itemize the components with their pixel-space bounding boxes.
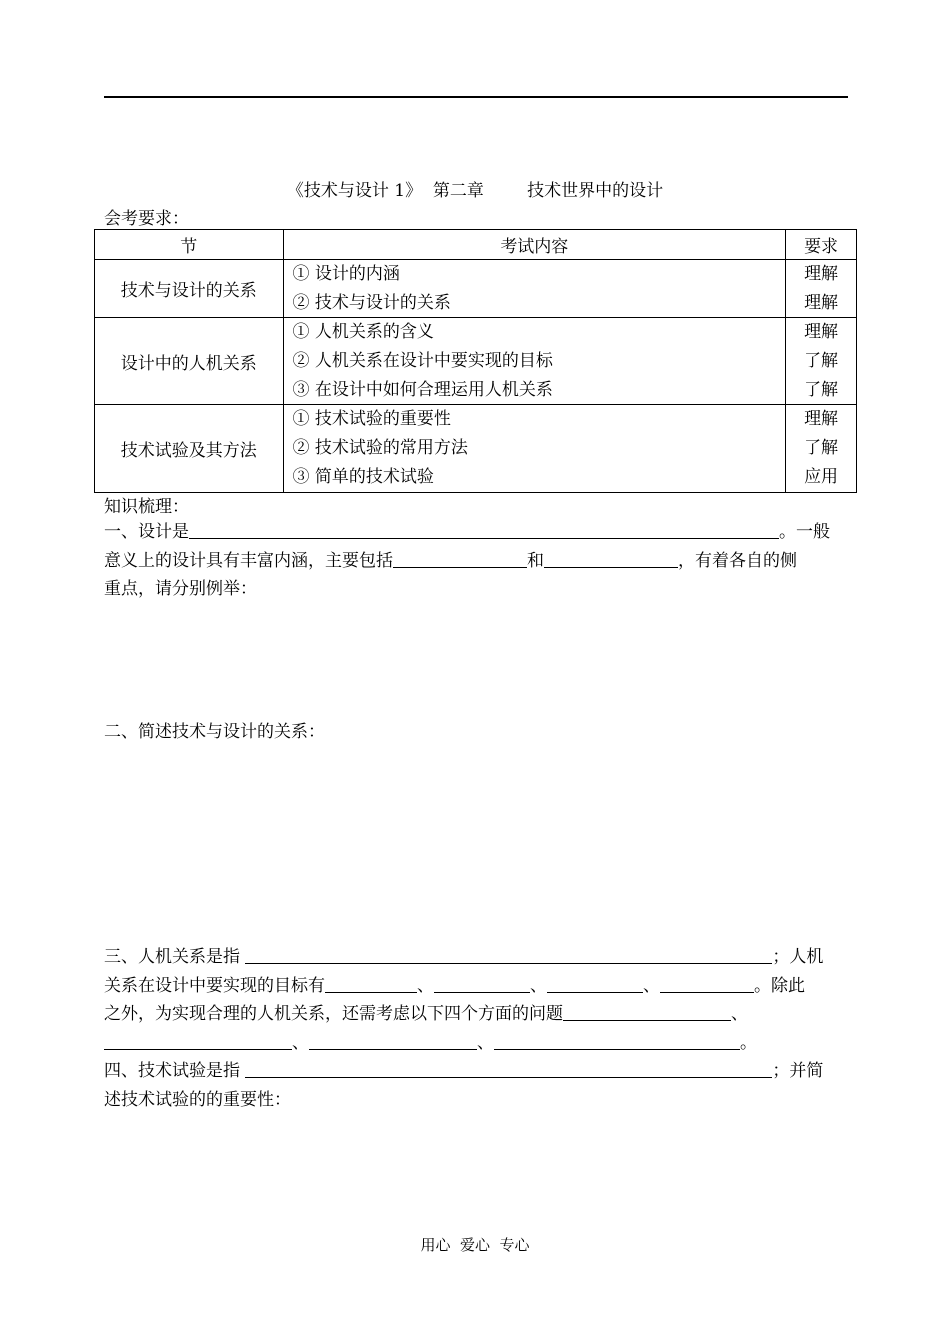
- level-cell: [786, 405, 857, 492]
- header-section: 节: [95, 230, 284, 260]
- page-footer: 用心 爱心 专心: [420, 1236, 530, 1254]
- content-cell: [283, 260, 786, 318]
- header-content: 考试内容: [283, 230, 786, 260]
- table-header-row: [95, 230, 857, 260]
- q3-text-a: 三、人机关系是指: [104, 947, 240, 967]
- period: 。: [740, 1032, 757, 1053]
- table-row: [95, 405, 857, 492]
- separator: 、: [643, 975, 660, 996]
- content-cell: [283, 405, 786, 492]
- level-item: 了解: [804, 379, 839, 400]
- level-item: 理解: [804, 292, 839, 313]
- content-item: ② 人机关系在设计中要实现的目标: [292, 351, 553, 372]
- question-4: [104, 1057, 848, 1114]
- level-item: 理解: [804, 322, 839, 343]
- q1-text-c: 意义上的设计具有丰富内涵，主要包括: [104, 550, 393, 571]
- level-item: 理解: [804, 409, 839, 430]
- content-item: ① 技术试验的重要性: [292, 409, 451, 430]
- level-item: 了解: [804, 438, 839, 459]
- q4-text-a: 四、技术试验是指: [104, 1061, 240, 1081]
- section-cell: 设计中的人机关系: [95, 318, 284, 405]
- content-item: ③ 简单的技术试验: [292, 466, 434, 487]
- requirements-label: 会考要求：: [104, 209, 189, 229]
- answer-blank[interactable]: [245, 945, 772, 964]
- level-cell: [786, 260, 857, 318]
- table-row: [95, 260, 857, 318]
- answer-blank[interactable]: [245, 1059, 772, 1078]
- answer-blank[interactable]: [189, 520, 779, 539]
- content-item: ② 技术与设计的关系: [292, 292, 451, 313]
- q3-text-c: 关系在设计中要实现的目标有: [104, 975, 325, 996]
- table-row: [95, 318, 857, 405]
- q3-text-d: 。除此: [754, 975, 805, 996]
- answer-blank[interactable]: [325, 974, 417, 993]
- knowledge-label: 知识梳理：: [104, 497, 189, 517]
- level-item: 应用: [804, 466, 839, 487]
- answer-blank[interactable]: [494, 1031, 740, 1050]
- answer-blank[interactable]: [660, 974, 754, 993]
- content-item: ① 设计的内涵: [292, 264, 400, 284]
- q1-text-e: ，有着各自的侧: [678, 550, 797, 571]
- content-item: ① 人机关系的含义: [292, 322, 434, 343]
- answer-blank[interactable]: [434, 974, 530, 993]
- requirements-table: [94, 229, 857, 493]
- answer-blank[interactable]: [544, 549, 678, 568]
- answer-blank[interactable]: [309, 1031, 477, 1050]
- q1-text-b: 。一般: [779, 522, 830, 542]
- level-item: 了解: [804, 351, 839, 372]
- answer-blank[interactable]: [393, 549, 527, 568]
- q4-text-b: ；并简: [772, 1061, 824, 1081]
- separator: 、: [731, 1004, 748, 1025]
- section-cell: 技术试验及其方法: [95, 405, 284, 492]
- header-rule: [104, 96, 848, 98]
- section-cell: 技术与设计的关系: [95, 260, 284, 318]
- question-2: 二、简述技术与设计的关系：: [104, 722, 325, 742]
- answer-blank[interactable]: [563, 1002, 731, 1021]
- q3-text-b: ；人机: [772, 947, 824, 967]
- level-cell: [786, 318, 857, 405]
- separator: 、: [292, 1032, 309, 1053]
- header-requirement: 要求: [786, 230, 857, 260]
- q1-text-f: 重点，请分别例举：: [104, 579, 257, 600]
- level-item: 理解: [804, 264, 839, 284]
- q3-text-e: 之外，为实现合理的人机关系，还需考虑以下四个方面的问题: [104, 1004, 563, 1025]
- content-item: ② 技术试验的常用方法: [292, 438, 468, 459]
- answer-blank[interactable]: [547, 974, 643, 993]
- separator: 、: [477, 1032, 494, 1053]
- question-3: [104, 943, 848, 1057]
- content-item: ③ 在设计中如何合理运用人机关系: [292, 379, 553, 400]
- q4-text-c: 述技术试验的的重要性：: [104, 1089, 291, 1110]
- separator: 、: [417, 975, 434, 996]
- page-title: 《技术与设计 1》 第二章 技术世界中的设计: [286, 181, 664, 201]
- separator: 、: [530, 975, 547, 996]
- question-1: [104, 518, 848, 604]
- q1-text-d: 和: [527, 550, 544, 571]
- q1-text-a: 一、设计是: [104, 522, 189, 542]
- answer-blank[interactable]: [104, 1031, 292, 1050]
- content-cell: [283, 318, 786, 405]
